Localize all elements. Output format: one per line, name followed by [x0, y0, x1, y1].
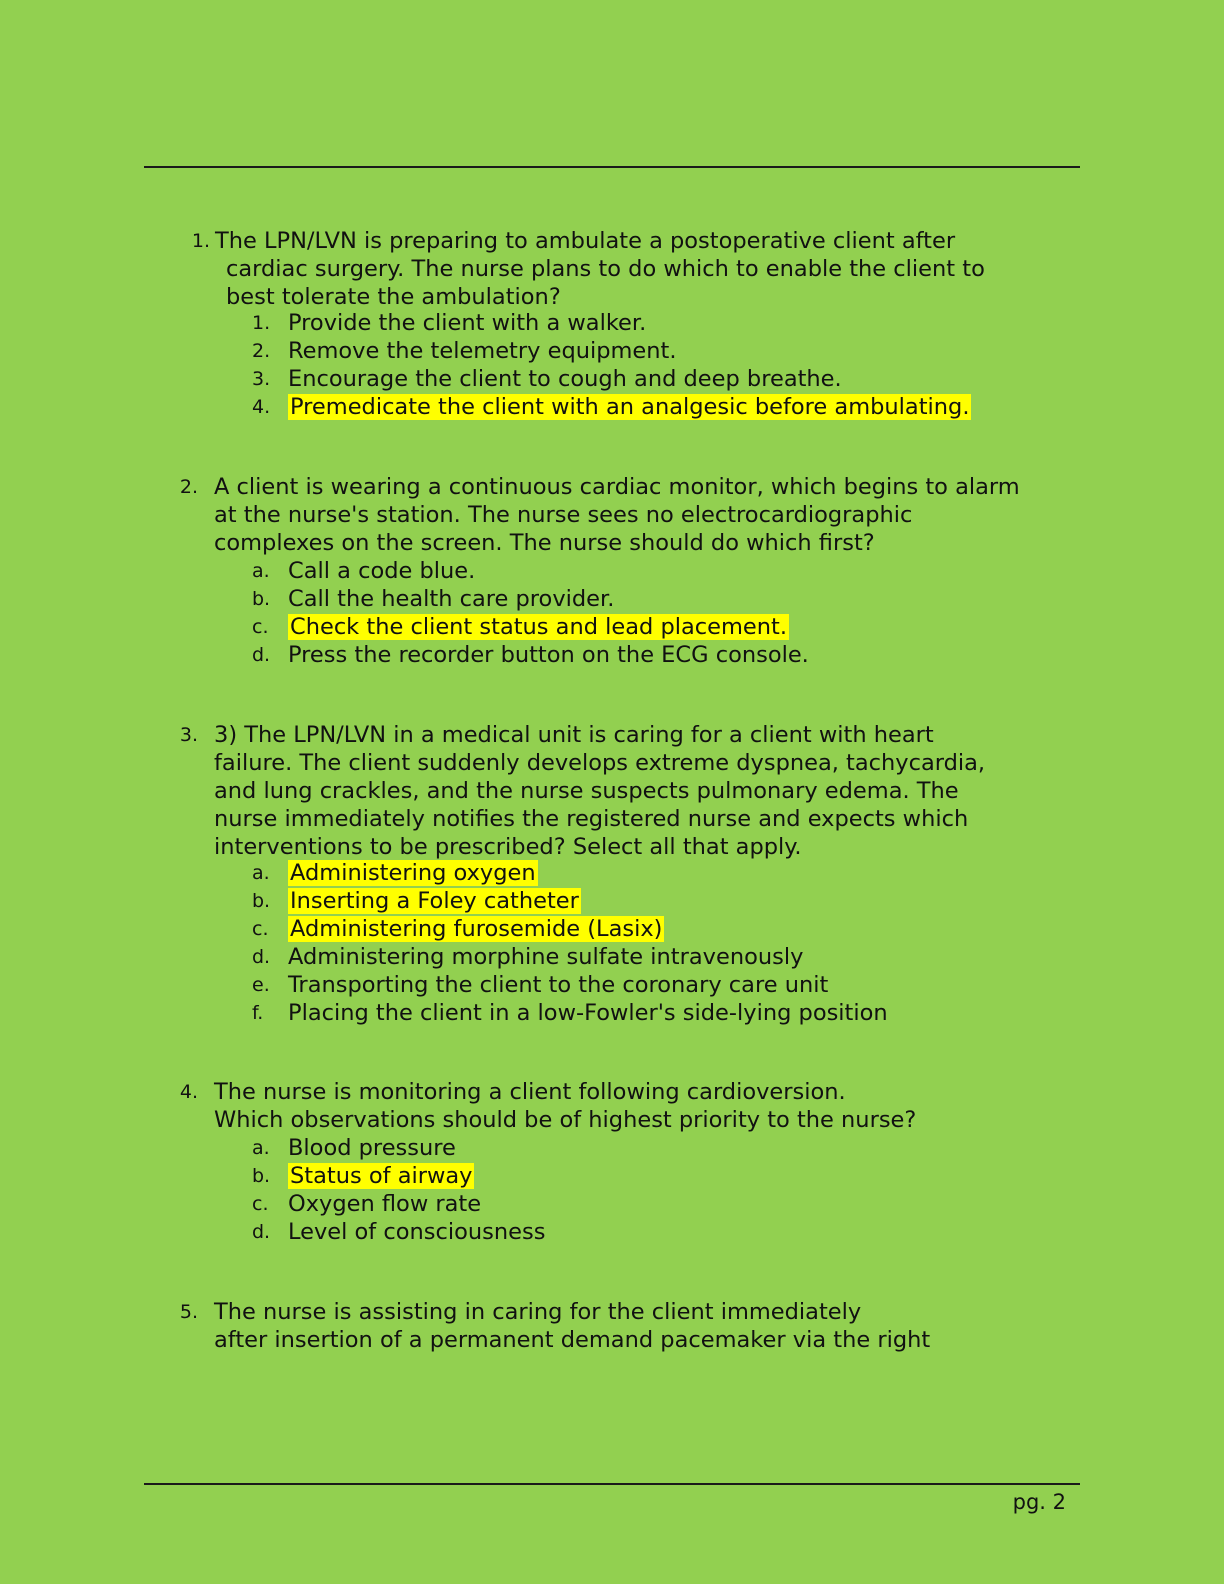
option-label: a.	[252, 862, 270, 884]
highlighted-answer: Premedicate the client with an analgesic before ambulating.	[290, 394, 970, 420]
option-label: 1.	[252, 312, 271, 334]
question-text-line: The nurse is monitoring a client following cardioversion.	[214, 1079, 846, 1105]
option-label: d.	[252, 644, 271, 666]
question-text-line: after insertion of a permanent demand pacemaker via the right	[214, 1327, 931, 1353]
option-text: Call the health care provider.	[288, 586, 615, 612]
option-label: 3.	[252, 368, 271, 390]
question-text-line: nurse immediately notifies the registered nurse and expects which	[214, 806, 969, 832]
option-text: Provide the client with a walker.	[288, 310, 647, 336]
option-label: d.	[252, 946, 271, 968]
option-label: c.	[252, 1193, 269, 1215]
option-text: Transporting the client to the coronary care unit	[288, 972, 829, 998]
page-number: pg. 2	[1012, 1490, 1066, 1514]
highlighted-answer: Administering oxygen	[290, 860, 536, 886]
question-text-line: 3) The LPN/LVN in a medical unit is caring for a client with heart	[214, 722, 934, 748]
question-number: 3.	[179, 724, 198, 746]
option-text: Administering morphine sulfate intravenously	[288, 944, 804, 970]
question-text-line: Which observations should be of highest priority to the nurse?	[214, 1107, 917, 1133]
question-text-line: The nurse is assisting in caring for the client immediately	[214, 1299, 862, 1325]
question-number: 2.	[179, 476, 198, 498]
footer-rule	[144, 1483, 1080, 1485]
option-label: 4.	[252, 396, 271, 418]
option-text: Level of consciousness	[288, 1219, 546, 1245]
option-text: Blood pressure	[288, 1135, 456, 1161]
option-text: Encourage the client to cough and deep breathe.	[288, 366, 842, 392]
option-text: Press the recorder button on the ECG console.	[288, 642, 809, 668]
question-text-line: A client is wearing a continuous cardiac monitor, which begins to alarm	[214, 474, 1020, 500]
header-rule	[144, 166, 1080, 168]
option-text: Call a code blue.	[288, 558, 476, 584]
option-label: c.	[252, 616, 269, 638]
question-number: 4.	[179, 1081, 198, 1103]
question-text-line: best tolerate the ambulation?	[226, 284, 561, 310]
question-text-line: failure. The client suddenly develops extreme dyspnea, tachycardia,	[214, 750, 986, 776]
question-text-line: cardiac surgery. The nurse plans to do which to enable the client to	[226, 256, 985, 282]
option-label: b.	[252, 1165, 271, 1187]
option-label: a.	[252, 560, 270, 582]
option-label: c.	[252, 918, 269, 940]
option-label: 2.	[252, 340, 271, 362]
highlighted-answer: Administering furosemide (Lasix)	[290, 916, 663, 942]
question-number: 1.	[191, 230, 210, 252]
option-label: e.	[252, 974, 270, 996]
option-label: b.	[252, 588, 271, 610]
option-text: Oxygen flow rate	[288, 1191, 482, 1217]
option-text: Remove the telemetry equipment.	[288, 338, 677, 364]
highlighted-answer: Check the client status and lead placement.	[290, 614, 788, 640]
question-text-line: at the nurse's station. The nurse sees no electrocardiographic	[214, 502, 913, 528]
option-label: d.	[252, 1221, 271, 1243]
question-text-line: interventions to be prescribed? Select all that apply.	[214, 834, 802, 860]
option-label: a.	[252, 1137, 270, 1159]
question-text-line: The LPN/LVN is preparing to ambulate a postoperative client after	[215, 228, 956, 254]
question-number: 5.	[179, 1301, 198, 1323]
highlighted-answer: Status of airway	[290, 1163, 473, 1189]
highlighted-answer: Inserting a Foley catheter	[290, 888, 579, 914]
question-text-line: complexes on the screen. The nurse should do which first?	[214, 530, 875, 556]
option-label: b.	[252, 890, 271, 912]
question-text-line: and lung crackles, and the nurse suspects pulmonary edema. The	[214, 778, 959, 804]
option-label: f.	[252, 1002, 264, 1024]
option-text: Placing the client in a low-Fowler's side-lying position	[288, 1000, 888, 1026]
